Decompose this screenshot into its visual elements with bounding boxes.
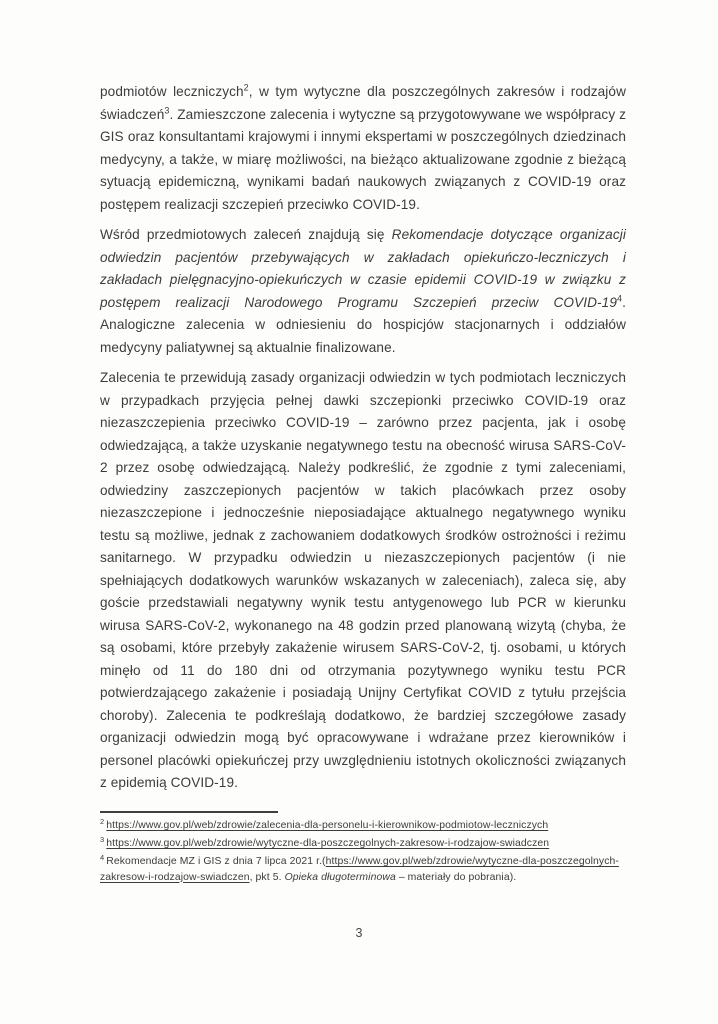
footnote-4-text: Rekomendacje MZ i GIS z dnia 7 lipca 2021 r.( (106, 856, 326, 867)
paragraph-1-superscript-ref: 2 (243, 82, 249, 93)
footnote-2-hyperlink[interactable]: https://www.gov.pl/web/zdrowie/zalecenia-dla-personelu-i-kierownikow-podmiotow-leczniczych (106, 820, 549, 831)
paragraph-2 (100, 224, 626, 359)
footnote-3 (100, 836, 628, 852)
paragraph-2-superscript-ref: 4 (617, 292, 623, 303)
paragraph-3-text: Zalecenia te przewidują zasady organizacji odwiedzin w tych podmiotach leczniczych w przypadkach przyjęcia pełnej dawki szczepionki przeciwko COVID-19 oraz niezaszczepienia przeciwko COVID-19 – zarówno przez pacjenta, jak i osobę odwiedzającą, a także uzyskanie negatywnego testu na obecność wirusa SARS-CoV-2 przez osobę odwiedzającą. Należy podkreślić, że zgodnie z tymi zaleceniami, odwiedziny zaszczepionych pacjentów w takich placówkach przez osoby niezaszczepione i jednocześnie nieposiadające aktualnego negatywnego wyniku testu są możliwe, jednak z zachowaniem dodatkowych środków ostrożności i reżimu sanitarnego. W przypadku odwiedzin u niezaszczepionych pacjentów (i nie spełniających dodatkowych warunków wskazanych w zaleceniach), zaleca się, aby goście przedstawiali negatywny wynik testu antygenowego lub PCR w kierunku wirusa SARS-CoV-2, wykonanego na 48 godzin przed planowaną wizytą (chyba, że są osobami, które przebyły zakażenie wirusem SARS-CoV-2, tj. osobami, u których minęło od 11 do 180 dni od otrzymania pozytywnego wyniku testu PCR potwierdzającego zakażenie i posiadają Unijny Certyfikat COVID z tytułu przejścia choroby). Zalecenia te podkreślają dodatkowo, że bardziej szczegółowe zasady organizacji odwiedzin mogą być opracowywane i wdrażane przez kierowników i personel placówki opiekuńczej przy uwzględnieniu istotnych okoliczności związanych z epidemią COVID-19. (100, 370, 626, 790)
footnote-separator (100, 811, 278, 813)
paragraph-2-text: Wśród przedmiotowych zaleceń znajdują się (100, 227, 392, 242)
paragraph-1-text: , w tym wytyczne dla poszczególnych zakresów i rodzajów świadczeń (100, 84, 626, 122)
footnote-3-hyperlink[interactable]: https://www.gov.pl/web/zdrowie/wytyczne-dla-poszczegolnych-zakresow-i-rodzajow-swiadczen (106, 838, 550, 849)
paragraph-2-text: . Analogiczne zalecenia w odniesieniu do hospicjów stacjonarnych i oddziałów medycyny paliatywnej są aktualnie finalizowane. (100, 294, 626, 355)
footnote-4-text: – materiały do pobrania). (395, 871, 517, 883)
footnote-4 (100, 854, 628, 885)
footnote-4-hyperlink[interactable]: https://www.gov.pl/web/zdrowie/wytyczne-dla-poszczegolnych-zakresow-i-rodzajow-swiadczen (100, 856, 619, 883)
paragraph-1-text: . Zamieszczone zalecenia i wytyczne są przygotowywane we współpracy z GIS oraz konsultantami krajowymi i innymi ekspertami w poszczególnych dziedzinach medycyny, a także, w miarę możliwości, na bieżąco aktualizowane zgodnie z bieżącą sytuacją epidemiczną, wynikami badań naukowych związanych z COVID-19 oraz postępem realizacji szczepień przeciwko COVID-19. (100, 106, 626, 212)
footnote-2 (100, 818, 628, 834)
paragraph-1-superscript-ref: 3 (164, 104, 170, 115)
footnote-4-marker: 4 (100, 852, 105, 862)
paragraph-3 (100, 367, 626, 795)
paragraph-1-text: podmiotów leczniczych (100, 84, 244, 99)
paragraph-2-italic-text: Rekomendacje dotyczące organizacji odwiedzin pacjentów przebywających w zakładach opiekuńczo-leczniczych i zakładach pielęgnacyjno-opiekuńczych w czasie epidemii COVID-19 w związku z postępem realizacji Narodowego Programu Szczepień przeciw COVID-19 (100, 227, 626, 310)
footnote-4-text: , pkt 5. (249, 871, 285, 883)
footnote-2-marker: 2 (100, 816, 105, 826)
footnote-4-italic-text: Opieka długoterminowa (284, 871, 396, 883)
page-number: 3 (355, 926, 363, 940)
paragraph-1 (100, 81, 626, 216)
footnotes-section (100, 818, 628, 888)
footnote-3-marker: 3 (100, 834, 105, 844)
document-body-text (100, 81, 626, 803)
